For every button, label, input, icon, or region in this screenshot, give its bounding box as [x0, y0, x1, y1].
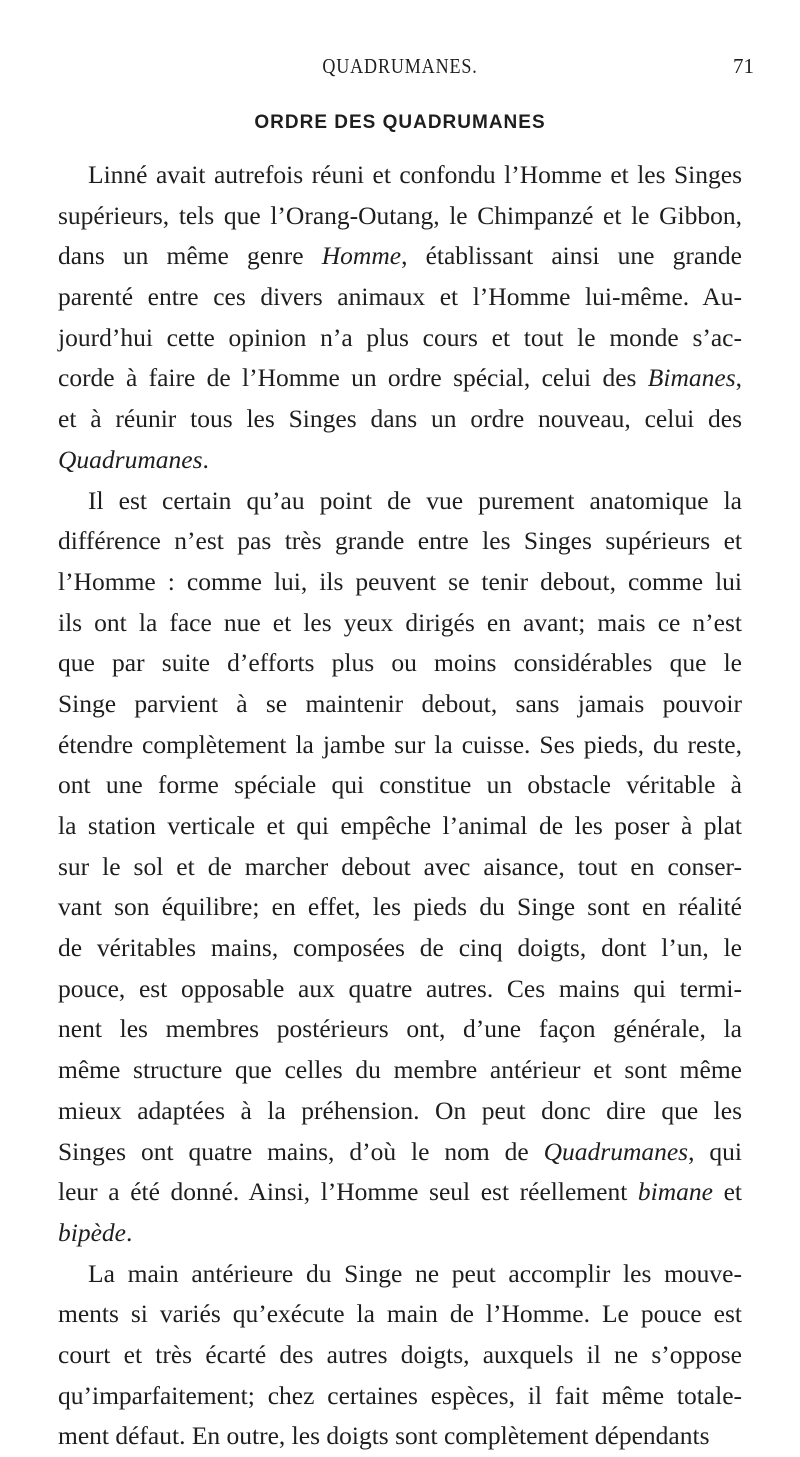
text-line	[58, 1091, 742, 1132]
text-line	[58, 155, 742, 196]
text-line	[58, 603, 742, 644]
text-run: .	[125, 1217, 133, 1247]
text-line	[58, 806, 742, 847]
text-line	[58, 1213, 742, 1254]
text-line	[58, 1132, 742, 1173]
text-run: la station verticale et qui empêche l’animal de les poser à plat	[58, 811, 742, 840]
text-run: mieux adaptées à la préhension. On peut donc dire que les	[58, 1095, 742, 1125]
text-line	[58, 277, 742, 318]
page-number: 71	[733, 54, 754, 78]
text-line	[58, 481, 742, 522]
text-run: vant son équilibre; en effet, les pieds du Singe sont en réalité	[58, 892, 742, 922]
text-run: La main antérieure du Singe ne peut accomplir les mouve-	[88, 1258, 742, 1288]
text-run: de véritables mains, composées de cinq doigts, dont l’un, le	[58, 933, 742, 963]
text-run: court et très écarté des autres doigts, auxquels il ne s’oppose	[58, 1339, 742, 1369]
text-line	[58, 562, 742, 603]
italic-term: bimane	[637, 1177, 713, 1207]
text-line	[58, 725, 742, 766]
text-run: l’Homme : comme lui, ils peuvent se tenir debout, comme lui	[58, 566, 742, 596]
text-run: corde à faire de l’Homme un ordre spécial, celui des	[58, 363, 648, 393]
text-line	[58, 1254, 742, 1295]
italic-term: Quadrumanes	[58, 444, 203, 474]
text-line	[58, 928, 742, 969]
text-run: sur le sol et de marcher debout avec aisance, tout en conser-	[58, 851, 742, 881]
text-run: parenté entre ces divers animaux et l’Homme lui-même. Au-	[58, 282, 742, 312]
text-run: étendre complètement la jambe sur la cuisse. Ses pieds, du reste,	[58, 729, 742, 759]
text-run: , établissant ainsi une grande	[401, 241, 742, 271]
text-run: pouce, est opposable aux quatre autres. Ces mains qui termi-	[58, 973, 742, 1003]
text-line	[58, 236, 742, 277]
text-run: , qui	[688, 1136, 743, 1166]
text-line	[58, 1294, 742, 1335]
text-run: leur a été donné. Ainsi, l’Homme seul est réellement	[58, 1177, 638, 1207]
text-line	[58, 318, 742, 359]
text-line	[58, 847, 742, 888]
text-run: même structure que celles du membre antérieur et sont même	[58, 1055, 742, 1085]
text-line	[58, 684, 742, 725]
italic-term: Bimanes	[647, 363, 736, 393]
running-title: QUADRUMANES.	[322, 54, 478, 78]
text-run: ,	[735, 363, 742, 393]
text-run: dans un même genre	[58, 241, 322, 271]
text-line	[58, 440, 742, 481]
text-run: .	[202, 444, 209, 474]
text-run: Singe parvient à se maintenir debout, sans jamais pouvoir	[58, 688, 742, 718]
italic-term: Homme	[321, 241, 402, 271]
text-line	[58, 399, 742, 440]
text-run: jourd’hui cette opinion n’a plus cours et tout le monde s’ac-	[58, 322, 742, 352]
text-run: Il est certain qu’au point de vue purement anatomique la	[88, 485, 742, 515]
text-line	[58, 969, 742, 1010]
text-run: ments si variés qu’exécute la main de l’Homme. Le pouce est	[58, 1299, 742, 1329]
text-run: qu’imparfaitement; chez certaines espèces, il fait même totale-	[58, 1380, 742, 1410]
text-line	[58, 887, 742, 928]
text-line	[58, 765, 742, 806]
text-run: ont une forme spéciale qui constitue un obstacle véritable à	[58, 770, 742, 800]
italic-term: bipède	[58, 1217, 126, 1247]
text-run: nent les membres postérieurs ont, d’une façon générale, la	[58, 1014, 742, 1044]
text-run: Linné avait autrefois réuni et confondu l’Homme et les Singes	[88, 160, 742, 189]
section-title: ORDRE DES QUADRUMANES	[254, 112, 546, 133]
body-text	[58, 155, 742, 1457]
text-run: et	[712, 1177, 743, 1207]
text-run: et à réunir tous les Singes dans un ordre nouveau, celui des	[58, 404, 742, 434]
text-run: différence n’est pas très grande entre les Singes supérieurs et	[58, 526, 742, 556]
text-run: ils ont la face nue et les yeux dirigés en avant; mais ce n’est	[58, 607, 742, 637]
text-line	[58, 1376, 742, 1417]
text-run: Singes ont quatre mains, d’où le nom de	[58, 1136, 544, 1166]
italic-term: Quadrumanes	[543, 1136, 689, 1166]
running-head	[0, 54, 800, 84]
text-line	[58, 1416, 742, 1457]
text-line	[58, 1050, 742, 1091]
text-run: ment défaut. En outre, les doigts sont complètement dépendants	[58, 1421, 710, 1451]
text-line	[58, 1172, 742, 1213]
text-line	[58, 521, 742, 562]
text-run: que par suite d’efforts plus ou moins considérables que le	[58, 648, 742, 678]
text-line	[58, 358, 742, 399]
text-line	[58, 1335, 742, 1376]
text-line	[58, 1009, 742, 1050]
text-run: supérieurs, tels que l’Orang-Outang, le Chimpanzé et le Gibbon,	[58, 200, 742, 230]
text-line	[58, 196, 742, 237]
text-line	[58, 643, 742, 684]
